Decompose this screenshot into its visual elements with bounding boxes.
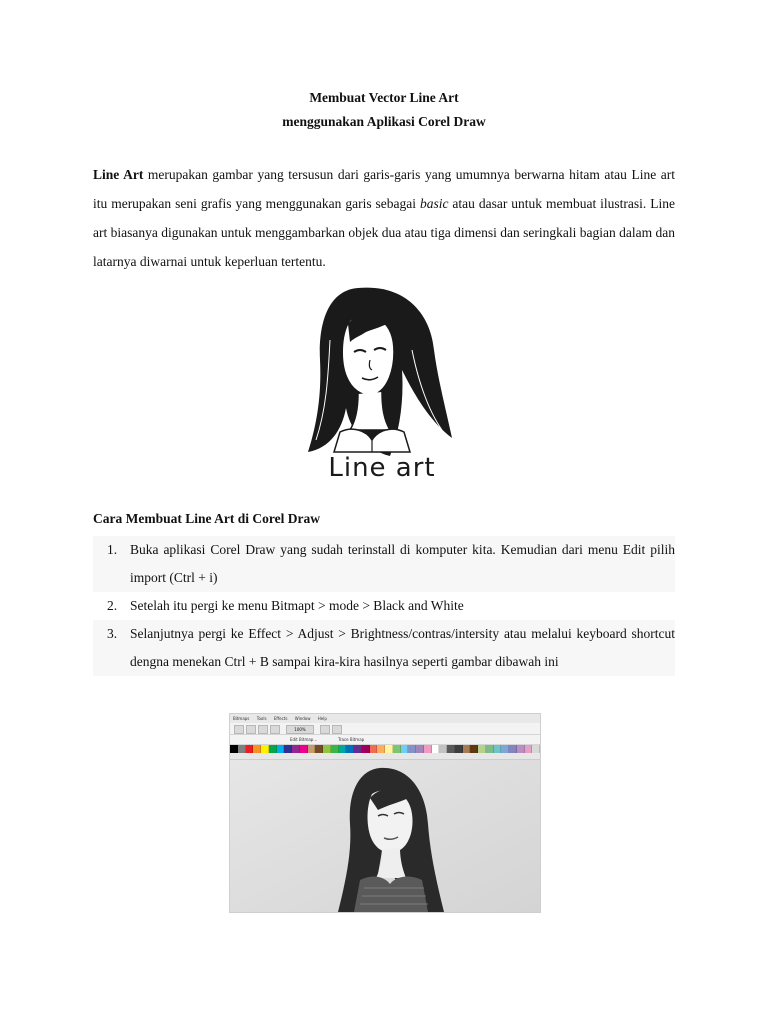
palette-swatch: [323, 745, 331, 753]
document-title-line-1: Membuat Vector Line Art: [309, 90, 459, 105]
step-number: 2.: [107, 598, 118, 613]
step-text: Setelah itu pergi ke menu Bitmapt > mode > Black and White: [130, 598, 464, 613]
palette-swatch: [509, 745, 517, 753]
palette-swatch: [432, 745, 440, 753]
palette-swatch: [308, 745, 316, 753]
app-menubar: [230, 714, 540, 723]
palette-swatch: [478, 745, 486, 753]
palette-swatch: [253, 745, 261, 753]
palette-swatch: [354, 745, 362, 753]
color-palette: [230, 745, 540, 753]
ruler: [230, 753, 540, 760]
menu-item: Effects: [273, 716, 288, 721]
step-text: Buka aplikasi Corel Draw yang sudah terinstall di komputer kita. Kemudian dari menu Edit pilih import (Ctrl + i): [130, 542, 675, 585]
palette-swatch: [393, 745, 401, 753]
menu-item: Tools: [256, 716, 267, 721]
palette-swatch: [230, 745, 238, 753]
palette-swatch: [339, 745, 347, 753]
list-item: [93, 620, 675, 676]
palette-swatch: [377, 745, 385, 753]
palette-swatch: [455, 745, 463, 753]
menu-item: Bitmaps: [233, 716, 250, 721]
intro-term: Line Art: [93, 167, 144, 182]
list-item: [93, 536, 675, 592]
palette-swatch: [238, 745, 246, 753]
palette-swatch: [424, 745, 432, 753]
intro-text-b: atau dasar untuk membuat ilustrasi. Line art biasanya digunakan untuk menggambarkan objek dua atau tiga dimensi dan seringkali bagian dalam dan latarnya diwarnai untuk keperluan tertentu.: [93, 196, 675, 269]
list-item: [93, 592, 675, 620]
palette-swatch: [300, 745, 308, 753]
palette-swatch: [532, 745, 540, 753]
property-bar: [230, 735, 540, 745]
palette-swatch: [362, 745, 370, 753]
app-toolbar: [230, 723, 540, 735]
palette-swatch: [261, 745, 269, 753]
palette-swatch: [331, 745, 339, 753]
palette-swatch: [494, 745, 502, 753]
palette-swatch: [439, 745, 447, 753]
palette-swatch: [416, 745, 424, 753]
step-number: 3.: [107, 626, 118, 641]
intro-italic-word: basic: [419, 196, 449, 211]
trace-bitmap-button: Trace Bitmap: [338, 737, 365, 742]
steps-list: [93, 536, 675, 676]
palette-swatch: [315, 745, 323, 753]
line-art-portrait-drawing: [190, 280, 575, 492]
toolbar-button: [234, 725, 244, 734]
menu-item: Help: [317, 716, 327, 721]
palette-swatch: [501, 745, 509, 753]
palette-swatch: [385, 745, 393, 753]
bw-portrait-photo: [230, 760, 540, 912]
document-title-line-2: menggunakan Aplikasi Corel Draw: [282, 114, 486, 129]
palette-swatch: [292, 745, 300, 753]
section-heading: Cara Membuat Line Art di Corel Draw: [93, 511, 320, 526]
corel-draw-screenshot: [229, 713, 541, 913]
canvas-area: [230, 760, 540, 912]
palette-swatch: [408, 745, 416, 753]
palette-swatch: [401, 745, 409, 753]
intro-text-a: merupakan gambar yang tersusun dari garis-garis yang umumnya berwarna hitam atau Line art itu merupakan seni grafis yang menggunakan garis sebagai: [93, 167, 675, 211]
palette-swatch: [277, 745, 285, 753]
palette-swatch: [463, 745, 471, 753]
toolbar-button: [332, 725, 342, 734]
palette-swatch: [517, 745, 525, 753]
toolbar-button: [320, 725, 330, 734]
palette-swatch: [486, 745, 494, 753]
zoom-field: 100%: [286, 725, 314, 734]
palette-swatch: [246, 745, 254, 753]
palette-swatch: [525, 745, 533, 753]
palette-swatch: [370, 745, 378, 753]
palette-swatch: [269, 745, 277, 753]
palette-swatch: [346, 745, 354, 753]
line-art-illustration: [190, 280, 575, 492]
menu-item: Window: [294, 716, 311, 721]
intro-paragraph: [93, 160, 675, 276]
palette-swatch: [447, 745, 455, 753]
palette-swatch: [284, 745, 292, 753]
toolbar-button: [258, 725, 268, 734]
toolbar-button: [246, 725, 256, 734]
step-text: Selanjutnya pergi ke Effect > Adjust > Brightness/contras/intersity atau melalui keyboard shortcut dengna menekan Ctrl + B sampai kira-kira hasilnya seperti gambar dibawah ini: [130, 626, 675, 669]
palette-swatch: [470, 745, 478, 753]
line-art-caption: Line art: [328, 453, 436, 483]
edit-bitmap-button: Edit Bitmap...: [290, 737, 318, 742]
toolbar-button: [270, 725, 280, 734]
step-number: 1.: [107, 542, 118, 557]
